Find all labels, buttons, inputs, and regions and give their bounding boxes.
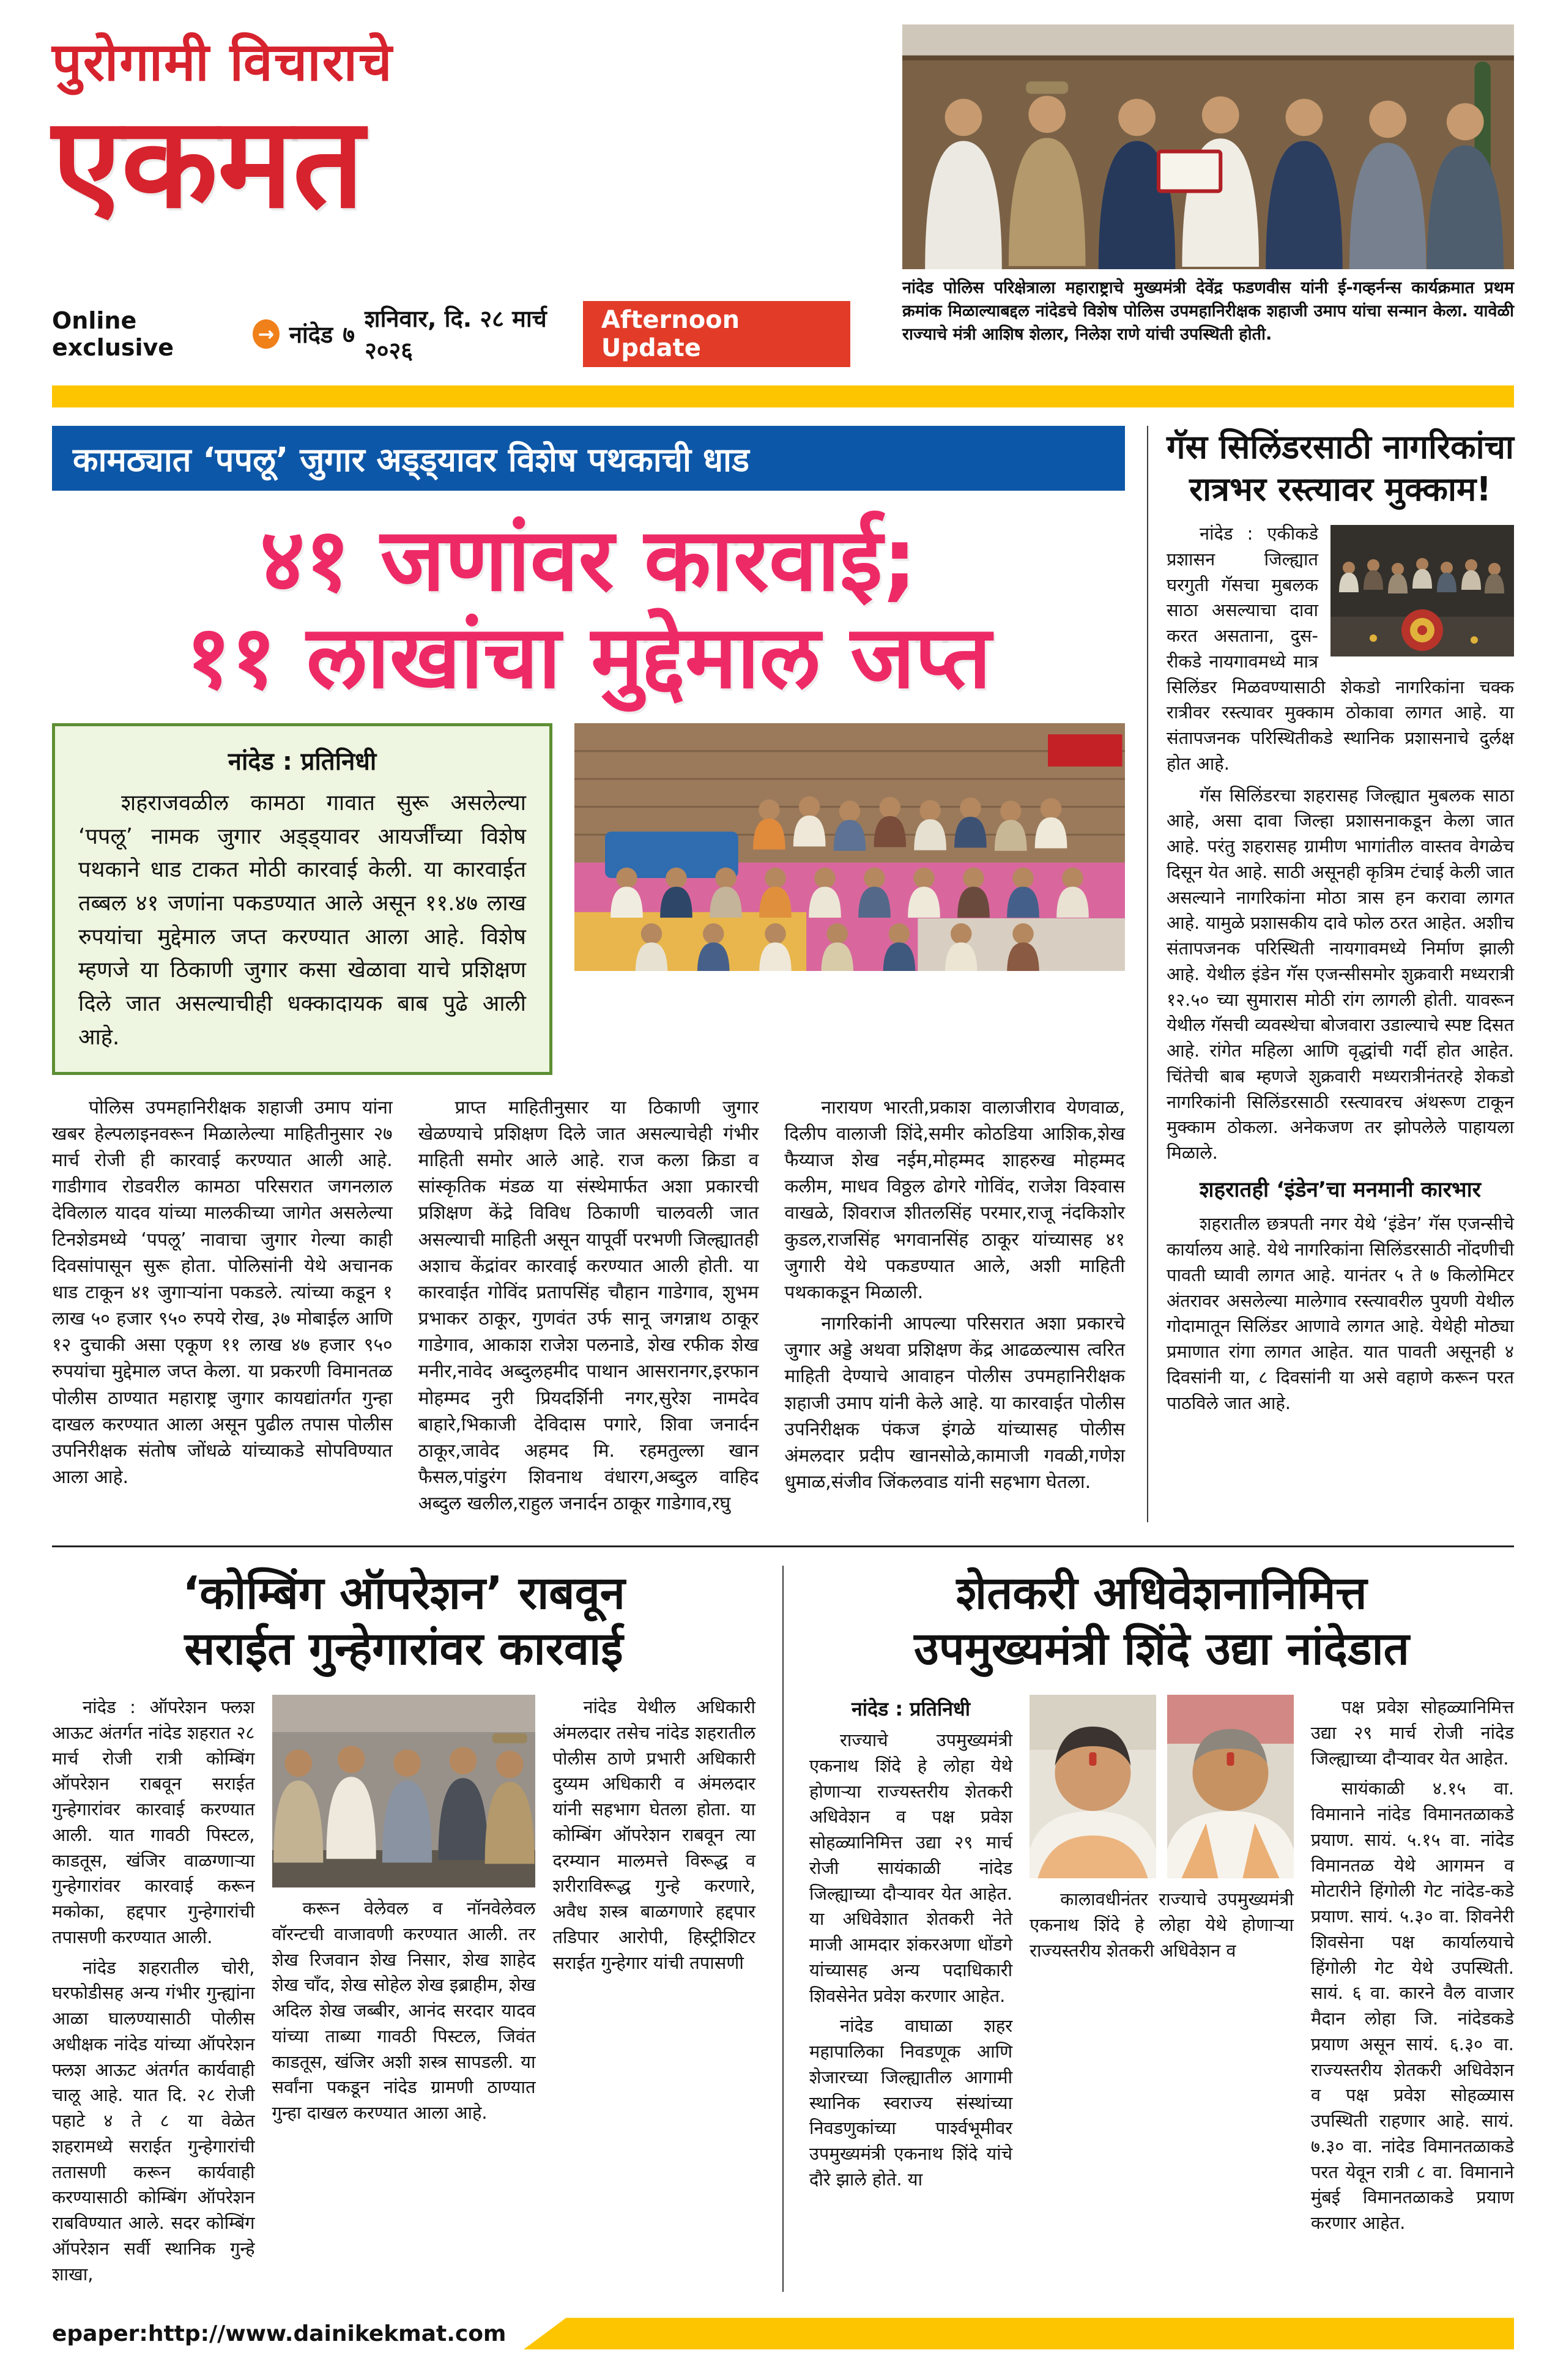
body-paragraph: पोलिस उपमहानिरीक्षक शहाजी उमाप यांना खबर हेल्पलाइनवरून मिळालेल्या माहितीनुसार २७ मार्च रोजी ही कारवाई करण्यात आली आहे. गाडीगाव रोडवरील कामठा परिसरात जगनलाल देविलाल यादव यांच्या मालकीच्या जागेत असलेल्या टिनशेडमध्ये ‘पपलू’ नावाचा जुगार गेल्या काही दिवसांपासून सुरू होता. पोलिसांनी येथे अचानक धाड टाकून ४१ जुगाऱ्यांना पकडले. त्यांच्या कडून १ लाख ५० हजार ९५० रुपये रोख, ३७ मोबाईल आणि १२ दुचाकी असा एकूण ११ लाख ४७ हजार ९५० रुपयांचा मुद्देमाल जप्त केला. या प्रकरणी विमानतळ पोलीस ठाण्यात महाराष्ट्र जुगार कायद्यांतर्गत गुन्हा दाखल करण्यात आला असून पुढील तपास पोलीस उपनिरीक्षक संतोष जोंधळे यांच्याकडे सोपविण्यात आला आहे. — [52, 1096, 393, 1489]
combing-headline — [52, 1566, 755, 1678]
gas-body — [1167, 521, 1514, 1416]
lead-headline-line2: ११ लाखांचा मुद्देमाल जप्त — [185, 607, 992, 708]
gas-headline-line1: गॅस सिलिंडरसाठी नागरिकांचा — [1167, 428, 1514, 466]
body-paragraph: नांदेड : एकीकडे प्रशासन जिल्ह्यात घरगुती गॅसचा मुबलक साठा असल्याचा दावा करत असताना, दुस-रीकडे नायगावमध्ये मात्र सिलिंडर मिळवण्यासाठी शेकडो नागरिकांना चक्क रात्रीवर रस्त्यावर मुक्काम ठोकावा लागत आहे. या संतापजनक परिस्थितीकडे स्थानिक प्रशासनाचे दुर्लक्ष होत आहे. — [1167, 523, 1514, 774]
gas-subhead: शहरातही ‘इंडेन’चा मनमानी कारभार — [1200, 1177, 1481, 1202]
top-divider-bar — [52, 385, 1514, 407]
arrow-icon: → — [253, 319, 280, 349]
lead-intro-row — [52, 723, 1125, 1075]
lead-dateline: नांदेड : प्रतिनिधी — [228, 748, 377, 776]
masthead-left — [52, 24, 869, 367]
award-photo-caption: नांदेड पोलिस परिक्षेत्राला महाराष्ट्राचे मुख्यमंत्री देवेंद्र फडणवीस यांनी ई-गव्हर्नन्स कार्यक्रमात प्रथम क्रमांक मिळाल्याबद्दल नांदेडचे विशेष पोलिस उपमहानिरीक्षक शहाजी उमाप यांचा सन्मान केला. यावेळी राज्याचे मंत्री आशिष शेलार, निलेश राणे यांची उपस्थिती होती. — [902, 278, 1514, 344]
edition-dateline — [253, 302, 583, 366]
body-paragraph: नारायण भारती,प्रकाश वालाजीराव येणवाळ, दिलीप वालाजी शिंदे,समीर कोठडिया आशिक,शेख फैय्याज शेख नईम,मोहम्मद शाहरुख मोहम्मद कलीम, माधव विठ्ठल ढोगरे गोविंद, राजेश विश्वास वाखळे, शिवराज शीतलसिंह परमार,राजू नंदकिशोर कुडल,राजसिंह भगवानसिंह ठाकूर यांच्यासह ४१ जुगारी येथे पकडण्यात आले, अशी माहिती पथकाकडून मिळाली. — [784, 1096, 1125, 1303]
farmer-col2 — [1030, 1695, 1294, 2241]
leader-portrait-photo — [1167, 1695, 1294, 1878]
body-paragraph: नांदेड वाघाळा शहर महापालिका निवडणूक आणि शेजारच्या जिल्ह्यातील आगामी स्थानिक स्वराज्य संस्थांच्या निवडणुकांच्या पार्श्वभूमीवर उपमुख्यमंत्री एकनाथ शिंदे यांचे दौरे झाले होते. या — [809, 2015, 1013, 2190]
lead-headline — [52, 511, 1125, 706]
online-exclusive-label: Online exclusive — [52, 307, 174, 361]
body-paragraph: नांदेड : ऑपरेशन फ्लश आऊट अंतर्गत नांदेड शहरात २८ मार्च रोजी रात्री कोम्बिंग ऑपरेशन राबवून सराईत गुन्हेगारांवर कारवाई करण्यात आली. यात गावठी पिस्टल, काडतूस, खंजिर वाळग्णाऱ्या गुन्हेगारांवर कारवाई करून मकोका, हद्दपार गुन्हेगारांची तपासणी करण्यात आली. — [52, 1697, 255, 1947]
afternoon-update-badge: Afternoon Update — [583, 301, 850, 367]
body-paragraph: सायंकाळी ४.१५ वा. विमानाने नांदेड विमानतळाकडे प्रयाण. सायं. ५.१५ वा. नांदेड विमानतळ येथे आगमन व मोटारीने हिंगोली गेट नांदेड-कडे प्रयाण. सायं. ५.३० वा. शिवनेरी शिवसेना पक्ष कार्यालयाचे हिंगोली गेट येथे उपस्थिती. सायं. ६ वा. कारने वैल वाजार मैदान लोहा जि. नांदेडकडे प्रयाण असून सायं. ६.३० वा. राज्यस्तरीय शेतकरी अधिवेशन व पक्ष प्रवेश सोहळ्यास उपस्थिती राहणार आहे. सायं. ७.३० वा. नांदेड विमानतळाकडे परत येवून रात्री ८ वा. विमानाने मुंबई विमानतळाकडे प्रयाण करणार आहेत. — [1310, 1778, 1514, 2234]
body-paragraph: करून वेलेवल व नॉनवेलेवल वॉरन्टची वाजावणी करण्यात आली. तर शेख रिजवान शेख निसार, शेख शाहेद शेख चाँद, शेख सोहेल शेख इब्राहीम, शेख अदिल शेख जब्बीर, आनंद सरदार यादव यांच्या ताब्या गावठी पिस्टल, जिवंत काडतूस, खंजिर अशी शस्त्र सापडली. या सर्वांना पकडून नांदेड ग्रामणी ठाण्यात गुन्हा दाखल करण्यात आला आहे. — [272, 1898, 536, 2124]
body-paragraph: शहरातील छत्रपती नगर येथे ‘इंडेन’ गॅस एजन्सीचे कार्यालय आहे. येथे नागरिकांना सिलिंडरसाठी नोंदणीची पावती घ्यावी लागत आहे. यानंतर ५ ते ७ किलोमिटर अंतरावर असलेल्या मालेगाव रस्त्यावरील पुयणी येथील गोदामातून सिलिंडर आणावे लागत आहे. येथेही मोठ्या प्रमाणात रांगा लागत आहेत. यात पावती असूनही ४ दिवसांनी या, ८ दिवसांनी या असे वहाणे करून परत पाठविले जात आहे. — [1167, 1213, 1514, 1413]
gas-headline — [1167, 426, 1514, 510]
masthead-logo: एकमत — [52, 91, 365, 236]
farmer-col1 — [809, 1695, 1012, 2241]
combing-operation-photo — [272, 1695, 536, 1887]
date-label: शनिवार, दि. २८ मार्च २०२६ — [365, 305, 547, 364]
lead-body — [52, 1095, 1125, 1522]
combing-body — [52, 1695, 755, 2292]
shinde-portrait-photo — [1030, 1695, 1156, 1878]
bottom-divider-bar — [523, 2318, 1514, 2349]
farmer-col3 — [1311, 1695, 1514, 2241]
farmer-dateline: नांदेड : प्रतिनिधी — [852, 1697, 971, 1721]
combing-headline-line1: ‘कोम्बिंग ऑपरेशन’ राबवून — [182, 1566, 625, 1620]
bottom-section — [52, 1545, 1514, 2293]
content-area — [52, 426, 1514, 1522]
gas-headline-line2: रात्रभर रस्त्यावर मुक्काम! — [1189, 470, 1491, 509]
epaper-link[interactable]: epaper:http://www.dainikekmat.com — [52, 2321, 507, 2346]
city-label: नांदेड — [289, 321, 333, 348]
farmer-story — [782, 1566, 1514, 2293]
lead-body-col1 — [52, 1095, 393, 1522]
masthead-photo-block — [902, 24, 1514, 367]
lead-intro-text: शहराजवळील कामठा गावात सुरू असलेल्या ‘पपलू’ नामक जुगार अड्ड्यावर आयर्जींच्या विशेष पथकाने धाड टाकत मोठी कारवाई केली. या कारवाईत तब्बल ४१ जणांना पकडण्यात आले असून ११.४७ लाख रुपयांचा मुद्देमाल जप्त करण्यात आला आहे. विशेष म्हणजे या ठिकाणी जुगार कसा खेळावा याचे प्रशिक्षण दिले जात असल्याचीही धक्कादायक बाब पुढे आली आहे. — [78, 790, 526, 1050]
body-paragraph: नांदेड येथील अधिकारी अंमलदार तसेच नांदेड शहरातील पोलीस ठाणे प्रभारी अधिकारी दुय्यम अधिकारी व अंमलदार यांनी सहभाग घेतला होता. या कोम्बिंग ऑपरेशन राबवून त्या दरम्यान मालमत्ते विरूद्ध व शरीराविरूद्ध गुन्हे करणारे, अवैध शस्त्र बाळगणारे हद्दपार तडिपार आरोपी, हिस्ट्रीशिटर सराईत गुन्हेगार यांची तपासणी — [552, 1697, 755, 1973]
farmer-body — [809, 1695, 1514, 2241]
body-paragraph: प्राप्त माहितीनुसार या ठिकाणी जुगार खेळण्याचे प्रशिक्षण दिले जात असल्याचेही गंभीर माहिती समोर आले आहे. राज कला क्रिडा व सांस्कृतिक मंडळ या संस्थेमार्फत अशा प्रकारची प्रशिक्षण केंद्रे विविध ठिकाणी चालवली जात असल्याची माहिती असून यापूर्वी परभणी जिल्ह्यातही अशाच केंद्रांवर कारवाई करण्यात आली होती. या कारवाईत गोविंद प्रतापसिंह चौहान गाडेगाव, शुभम प्रभाकर ठाकूर, गुणवंत उर्फ सानू जगन्नाथ ठाकूर गाडेगाव, आकाश राजेश पलनाडे, शेख रफीक शेख मनीर,नावेद अब्दुलहमीद पाथान आसरानगर,इरफान मोहम्मद नुरी प्रियदर्शिनी नगर,सुरेश नामदेव बाहारे,भिकाजी देविदास पगारे, शिवा जनार्दन ठाकूर,जावेद अहमद मि. रहमतुल्ला खान फैसल,पांडुरंग शिवनाथ वंधारग,अब्दुल वाहिद अब्दुल खलील,राहुल जनार्दन ठाकूर गाडेगाव,रघु — [418, 1096, 759, 1515]
combing-headline-line2: सराईत गुन्हेगारांवर कारवाई — [184, 1623, 623, 1676]
gas-story — [1147, 426, 1514, 1522]
gas-queue-photo — [1330, 525, 1514, 656]
combing-col3 — [552, 1695, 755, 2292]
body-paragraph: गॅस सिलिंडरचा शहरासह जिल्ह्यात मुबलक साठा आहे, असा दावा जिल्हा प्रशासनाकडून केला जात आहे. परंतु शहरासह ग्रामीण भागांतील वास्तव वेगळेच दिसून येत आहे. साठी असूनही कृत्रिम टंचाई केली जात असल्याने नागरिकांना मोठा त्रास हन करावा लागत आहे. यामुळे प्रशासकीय दावे फोल ठरत आहेत. अशीच संतापजनक परिस्थिती नायगावमध्ये निर्माण झाली आहे. येथील इंडेन गॅस एजन्सीसमोर शुक्रवारी मध्यरात्री १२.५० च्या सुमारास मोठी रांग लागली होती. यावरून येथील गॅसची व्यवस्थेचा बोजवारा उडाल्याचे स्पष्ट दिसत आहे. रांगेत महिला आणि वृद्धांची गर्दी होत आहेत. चिंतेची बाब म्हणजे शुक्रवारी मध्यरात्रीनंतरहे शेकडो नागरिकांनी सिलिंडरसाठी रस्त्यावरच अंथरूण टाकून मुक्काम ठोकला. अनेकजण तर झोपलेले पाहायला मिळाले. — [1167, 784, 1514, 1164]
award-ceremony-photo — [902, 24, 1514, 269]
combing-story — [52, 1566, 755, 2293]
masthead-tagline: पुरोगामी विचाराचे — [52, 32, 393, 93]
lead-intro-box — [52, 723, 552, 1075]
body-paragraph: नांदेड शहरातील चोरी, घरफोडीसह अन्य गंभीर गुन्ह्यांना आळा घालण्यासाठी पोलीस अधीक्षक नांदेड यांच्या ऑपरेशन फ्लश आऊट अंतर्गत कार्यवाही चालू आहे. यात दि. २८ रोजी पहाटे ४ ते ८ या वेळेत शहरामध्ये सराईत गुन्हेगारांची ततासणी करून कार्यवाही करण्यासाठी कोम्बिंग ऑपरेशन राबविण्यात आले. सदर कोम्बिंग ऑपरेशन सर्वी स्थानिक गुन्हे शाखा, — [52, 1957, 255, 2285]
lead-story — [52, 426, 1125, 1522]
combing-col1 — [52, 1695, 255, 2292]
body-paragraph: राज्याचे उपमुख्यमंत्री एकनाथ शिंदे हे लोहा येथे होणाऱ्या राज्यस्तरीय शेतकरी अधिवेशन व पक्ष प्रवेश सोहळ्यानिमित्त उद्या २९ मार्च रोजी सायंकाळी नांदेड जिल्ह्याच्या दौऱ्यावर येत आहेत. या अधिवेशात शेतकरी नेते माजी आमदार शंकरअणा धोंडगे यांच्यासह अन्य पदाधिकारी शिवसेनेत प्रवेश करणार आहेत. — [809, 1730, 1013, 2006]
lead-body-col3 — [784, 1095, 1125, 1522]
masthead — [52, 24, 1514, 367]
combing-col2 — [272, 1695, 536, 2292]
farmer-headline-line2: उपमुख्यमंत्री शिंदे उद्या नांदेडात — [914, 1623, 1409, 1676]
lead-kicker: कामठ्यात ‘पपलू’ जुगार अड्ड्यावर विशेष पथकाची धाड — [52, 426, 1125, 491]
farmer-portraits — [1030, 1695, 1294, 1878]
page-footer — [52, 2318, 1514, 2349]
body-paragraph: कालावधीनंतर राज्याचे उपमुख्यमंत्री एकनाथ शिंदे हे लोहा येथे होणाऱ्या राज्यस्तरीय शेतकरी अधिवेशन व — [1030, 1889, 1294, 1961]
farmer-headline — [809, 1566, 1514, 1678]
edition-number: ७ — [343, 321, 355, 348]
raid-photo — [574, 723, 1125, 971]
body-paragraph: पक्ष प्रवेश सोहळ्यानिमित्त उद्या २९ मार्च रोजी नांदेड जिल्ह्याच्या दौऱ्यावर येत आहेत. — [1310, 1697, 1514, 1769]
masthead-meta-row — [52, 301, 869, 367]
lead-headline-line1: ४१ जणांवर कारवाई; — [259, 510, 918, 611]
body-paragraph: नागरिकांनी आपल्या परिसरात अशा प्रकारचे जुगार अड्डे अथवा प्रशिक्षण केंद्र आढळल्यास त्वरित माहिती देण्याचे आवाहन पोलीस उपमहानिरीक्षक शहाजी उमाप यांनी केले आहे. या कारवाईत पोलीस उपनिरीक्षक पंकज इंगळे यांच्यासह पोलीस अंमलदार प्रदीप खानसोळे,कामाजी गवळी,गणेश धुमाळ,संजीव जिंकलवाड यांनी सहभाग घेतला. — [784, 1313, 1125, 1493]
farmer-headline-line1: शेतकरी अधिवेशनानिमित्त — [956, 1566, 1367, 1620]
lead-body-col2 — [418, 1095, 759, 1522]
